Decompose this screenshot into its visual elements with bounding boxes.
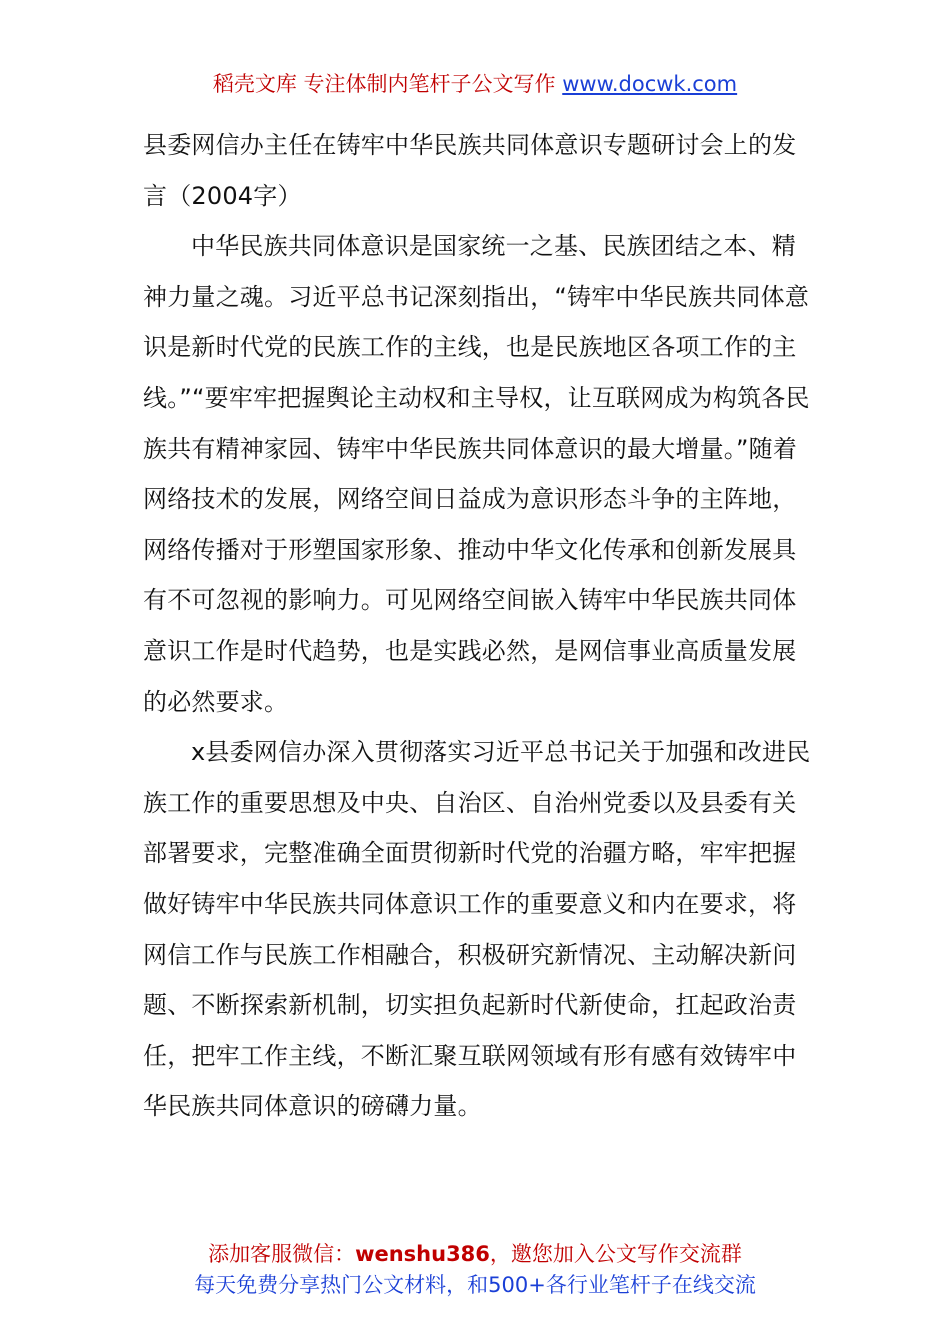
footer-wechat-line (0, 1239, 950, 1270)
body-paragraph-2: x县委网信办深入贯彻落实习近平总书记关于加强和改进民族工作的重要思想及中央、自治区、自治州党委以及县委有关部署要求，完整准确全面贯彻新时代党的治疆方略，牢牢把握做好铸牢中华民族共同体意识工作的重要意义和内在要求，将网信工作与民族工作相融合，积极研究新情况、主动解决新问题、不断探索新机制，切实担负起新时代新使命，扛起政治责任，把牢工作主线，不断汇聚互联网领域有形有感有效铸牢中华民族共同体意识的磅礴力量。 (143, 738, 811, 1121)
header-website-link[interactable]: www.docwk.com (562, 72, 738, 96)
document-body (143, 120, 811, 1132)
document-title: 县委网信办主任在铸牢中华民族共同体意识专题研讨会上的发言（2004字） (143, 131, 797, 210)
footer-share-line: 每天免费分享热门公文材料，和500+各行业笔杆子在线交流 (194, 1273, 756, 1297)
footer-wechat-prefix: 添加客服微信： (208, 1242, 356, 1266)
body-paragraph-1: 中华民族共同体意识是国家统一之基、民族团结之本、精神力量之魂。习近平总书记深刻指出，“铸牢中华民族共同体意识是新时代党的民族工作的主线，也是民族地区各项工作的主线。”“要牢牢把握舆论主动权和主导权，让互联网成为构筑各民族共有精神家园、铸牢中华民族共同体意识的最大增量。”随着网络技术的发展，网络空间日益成为意识形态斗争的主阵地，网络传播对于形塑国家形象、推动中华文化传承和创新发展具有不可忽视的影响力。可见网络空间嵌入铸牢中华民族共同体意识工作是时代趋势，也是实践必然，是网信事业高质量发展的必然要求。 (143, 232, 810, 716)
header-brand-text: 稻壳文库 专注体制内笔杆子公文写作 (212, 72, 556, 96)
page-footer (0, 1239, 950, 1301)
footer-wechat-id: wenshu386 (355, 1242, 490, 1266)
footer-wechat-suffix: ，邀您加入公文写作交流群 (489, 1242, 742, 1266)
page-header (0, 68, 950, 100)
